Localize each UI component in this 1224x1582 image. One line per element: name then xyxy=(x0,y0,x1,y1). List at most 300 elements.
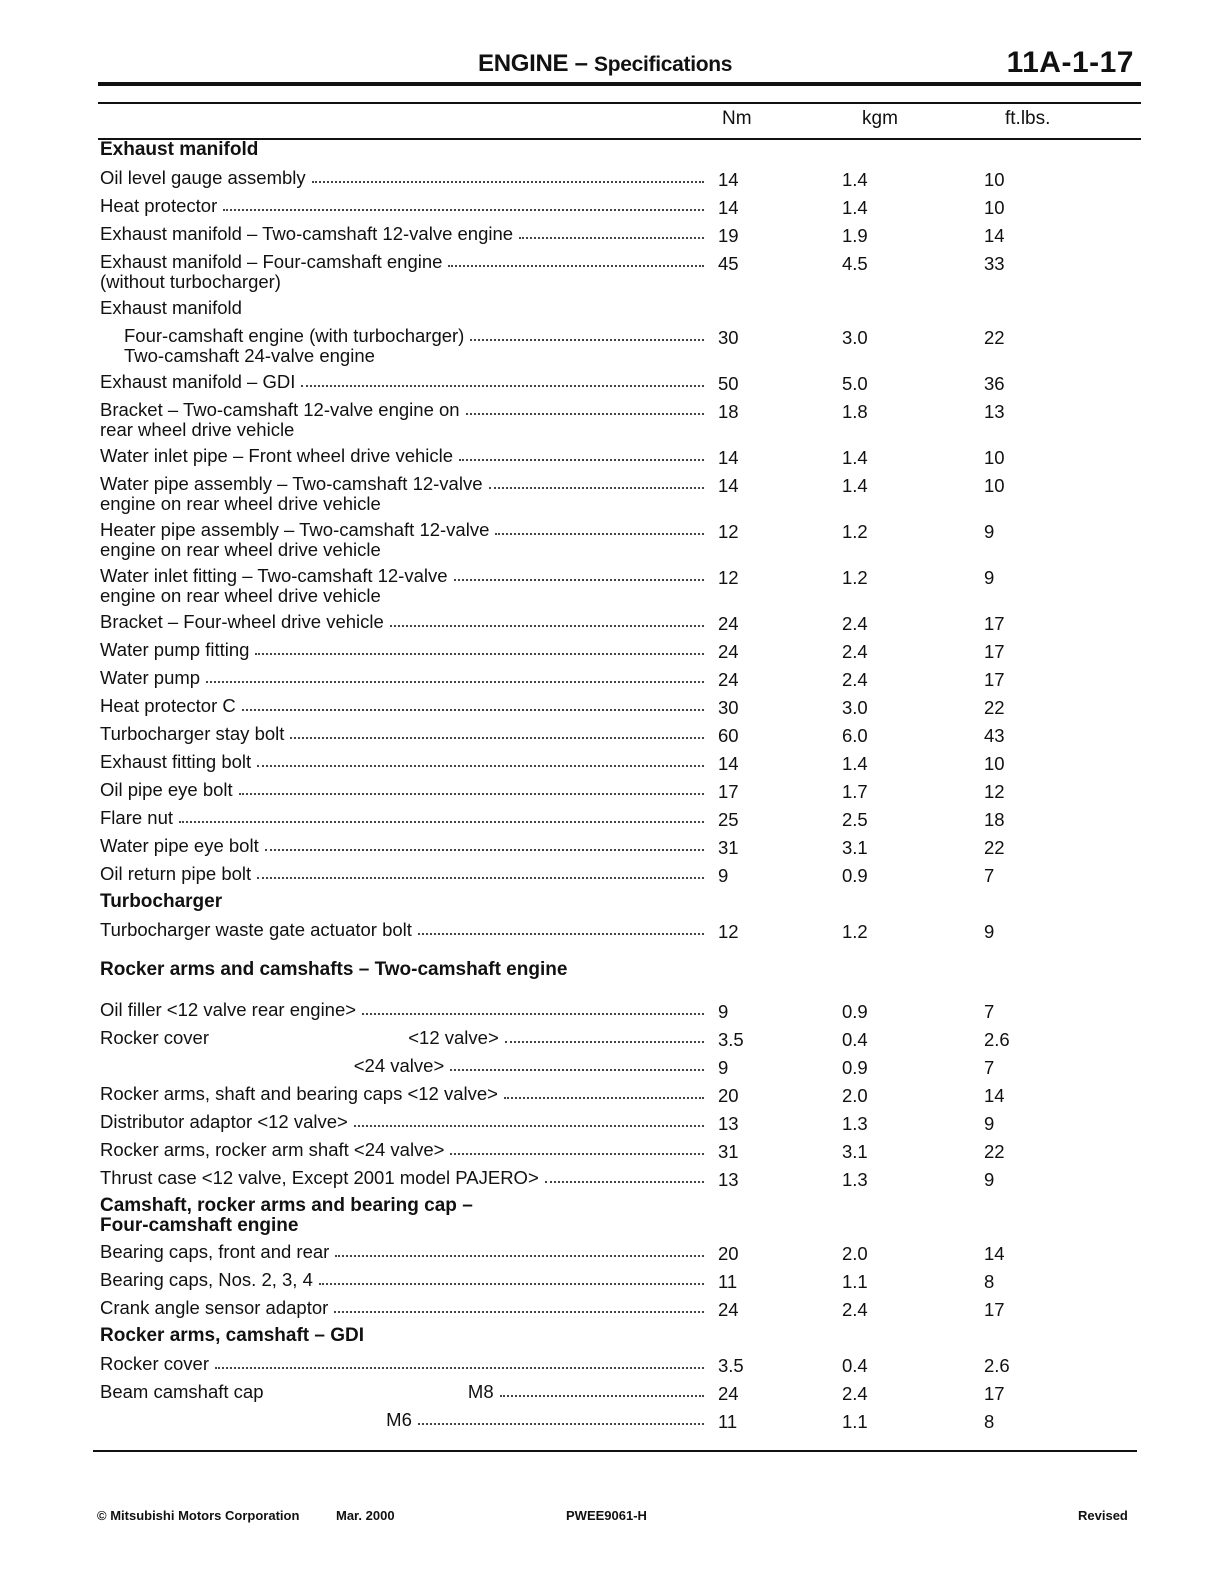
spec-label: Distributor adaptor <12 valve> xyxy=(100,1111,348,1132)
section-heading: Rocker arms, camshaft – GDI xyxy=(100,1325,365,1346)
value-kgm: 3.0 xyxy=(842,327,868,348)
value-nm: 19 xyxy=(718,225,739,246)
value-kgm: 1.2 xyxy=(842,567,868,588)
value-ftlbs: 12 xyxy=(984,781,1005,802)
value-kgm: 2.4 xyxy=(842,1299,868,1320)
value-nm: 13 xyxy=(718,1113,739,1134)
value-kgm xyxy=(842,1196,984,1242)
dot-leader xyxy=(257,877,704,879)
value-kgm xyxy=(842,892,984,920)
value-nm xyxy=(708,298,842,326)
title-main: ENGINE xyxy=(478,50,569,77)
spec-label-leader xyxy=(100,372,708,392)
header-rule-thick xyxy=(98,82,1141,86)
value-nm: 24 xyxy=(718,641,739,662)
spec-label-leader xyxy=(100,520,708,540)
spec-label: Oil filler <12 valve rear engine> xyxy=(100,999,357,1020)
spec-label: Rocker cover xyxy=(100,1027,209,1048)
value-kgm xyxy=(842,298,984,326)
value-ftlbs: 7 xyxy=(984,865,995,886)
value-kgm: 1.7 xyxy=(842,781,868,802)
spec-label: Exhaust manifold – Two-camshaft 12-valve engine xyxy=(100,223,514,244)
title-subtitle: Specifications xyxy=(594,53,733,76)
table-row xyxy=(100,372,1100,400)
table-row xyxy=(100,400,1100,446)
dot-leader xyxy=(242,709,704,711)
spec-description xyxy=(100,1196,708,1242)
spec-label: Exhaust fitting bolt xyxy=(100,751,252,772)
spec-label-leader xyxy=(100,808,708,828)
column-header-nm: Nm xyxy=(722,108,752,129)
table-row xyxy=(100,920,1100,960)
section-heading-row xyxy=(100,1196,1100,1242)
spec-label-leader xyxy=(124,326,708,346)
dot-leader xyxy=(545,1181,704,1183)
value-kgm xyxy=(842,140,984,168)
spec-label: Water pump fitting xyxy=(100,639,250,660)
value-nm: 20 xyxy=(718,1243,739,1264)
spec-description xyxy=(100,168,708,196)
value-kgm: 2.4 xyxy=(842,669,868,690)
spec-label-leader xyxy=(100,668,708,688)
value-ftlbs: 9 xyxy=(984,1169,995,1190)
value-ftlbs: 10 xyxy=(984,475,1005,496)
spec-description xyxy=(100,724,708,752)
dot-leader xyxy=(215,1367,704,1369)
spec-label-leader xyxy=(100,1354,708,1374)
dot-leader xyxy=(255,653,704,655)
value-nm: 25 xyxy=(718,809,739,830)
spec-description xyxy=(100,1242,708,1270)
spec-label: Oil return pipe bolt xyxy=(100,863,252,884)
spec-description xyxy=(100,520,708,566)
spec-description xyxy=(100,780,708,808)
value-ftlbs: 17 xyxy=(984,1299,1005,1320)
spec-label-continued: engine on rear wheel drive vehicle xyxy=(100,585,381,606)
spec-label: Oil pipe eye bolt xyxy=(100,779,233,800)
spec-label-leader xyxy=(100,1056,708,1076)
value-kgm: 3.0 xyxy=(842,697,868,718)
table-row xyxy=(100,224,1100,252)
spec-label-continued: (without turbocharger) xyxy=(100,271,281,292)
spec-label: Rocker cover xyxy=(100,1353,209,1374)
spec-label-leader xyxy=(100,1140,708,1160)
spec-description xyxy=(100,1382,708,1410)
spec-label-leader xyxy=(100,780,708,800)
value-ftlbs: 9 xyxy=(984,567,995,588)
value-kgm: 0.4 xyxy=(842,1355,868,1376)
dot-leader xyxy=(470,339,704,341)
spec-description xyxy=(100,1140,708,1168)
spec-label: Bracket – Four-wheel drive vehicle xyxy=(100,611,384,632)
section-heading-row xyxy=(100,960,1100,1000)
dot-leader xyxy=(335,1255,704,1257)
value-ftlbs: 10 xyxy=(984,197,1005,218)
value-kgm: 6.0 xyxy=(842,725,868,746)
table-row xyxy=(100,1382,1100,1410)
spec-label: Heat protector xyxy=(100,195,218,216)
value-nm xyxy=(708,892,842,920)
spec-label-leader xyxy=(100,696,708,716)
spec-description xyxy=(100,864,708,892)
value-kgm: 1.1 xyxy=(842,1271,868,1292)
spec-description xyxy=(100,1298,708,1326)
spec-label-leader xyxy=(100,446,708,466)
value-ftlbs: 17 xyxy=(984,669,1005,690)
table-row xyxy=(100,1112,1100,1140)
spec-label: Rocker arms, rocker arm shaft <24 valve> xyxy=(100,1139,445,1160)
value-nm: 9 xyxy=(718,865,729,886)
value-kgm: 0.9 xyxy=(842,1057,868,1078)
spec-label-leader xyxy=(100,752,708,772)
section-heading-row xyxy=(100,892,1100,920)
spec-description xyxy=(100,960,708,1000)
value-nm: 14 xyxy=(718,169,739,190)
value-nm: 14 xyxy=(718,753,739,774)
spec-description xyxy=(100,400,708,446)
value-ftlbs: 43 xyxy=(984,725,1005,746)
table-bottom-rule xyxy=(93,1450,1137,1452)
table-row xyxy=(100,1056,1100,1084)
section-heading-continued: Four-camshaft engine xyxy=(100,1215,299,1236)
value-kgm xyxy=(842,1326,984,1354)
spec-variant: M8 xyxy=(467,1381,494,1402)
value-ftlbs xyxy=(984,140,1100,168)
spec-variant: <24 valve> xyxy=(353,1055,445,1076)
dot-leader xyxy=(179,821,704,823)
spec-label: Bearing caps, front and rear xyxy=(100,1241,330,1262)
value-kgm: 3.1 xyxy=(842,1141,868,1162)
spec-label-continued: engine on rear wheel drive vehicle xyxy=(100,539,381,560)
spec-label-leader xyxy=(100,252,708,272)
table-row xyxy=(100,668,1100,696)
spec-description xyxy=(100,252,708,298)
spec-label-continued: Two-camshaft 24-valve engine xyxy=(124,345,375,366)
value-kgm: 2.4 xyxy=(842,613,868,634)
value-nm: 9 xyxy=(718,1057,729,1078)
value-nm: 31 xyxy=(718,1141,739,1162)
spec-description xyxy=(100,612,708,640)
spec-label-leader xyxy=(100,400,708,420)
value-kgm: 1.4 xyxy=(842,447,868,468)
spec-description xyxy=(100,1000,708,1028)
spec-label-continued: rear wheel drive vehicle xyxy=(100,419,295,440)
spec-label: Crank angle sensor adaptor xyxy=(100,1297,329,1318)
value-ftlbs: 9 xyxy=(984,921,995,942)
value-ftlbs: 10 xyxy=(984,447,1005,468)
footer-date: Mar. 2000 xyxy=(336,1508,395,1523)
value-kgm: 1.2 xyxy=(842,521,868,542)
dot-leader xyxy=(519,237,704,239)
table-row xyxy=(100,252,1100,298)
section-heading: Turbocharger xyxy=(100,891,223,912)
value-nm: 45 xyxy=(718,253,739,274)
dot-leader xyxy=(459,459,704,461)
value-nm: 30 xyxy=(718,697,739,718)
value-ftlbs: 14 xyxy=(984,225,1005,246)
dot-leader xyxy=(390,625,704,627)
spec-description xyxy=(100,1168,708,1196)
dot-leader xyxy=(418,933,704,935)
value-ftlbs: 22 xyxy=(984,327,1005,348)
value-nm: 24 xyxy=(718,1299,739,1320)
spec-variant: <12 valve> xyxy=(408,1027,499,1048)
spec-label: Bracket – Two-camshaft 12-valve engine on xyxy=(100,399,460,420)
value-nm: 17 xyxy=(718,781,739,802)
value-ftlbs xyxy=(984,892,1100,920)
spec-description xyxy=(100,1270,708,1298)
spec-label: Turbocharger stay bolt xyxy=(100,723,285,744)
table-row xyxy=(100,1168,1100,1196)
value-ftlbs: 17 xyxy=(984,613,1005,634)
section-heading: Rocker arms and camshafts – Two-camshaft engine xyxy=(100,959,568,980)
value-kgm: 2.0 xyxy=(842,1243,868,1264)
spec-description xyxy=(100,808,708,836)
value-nm: 18 xyxy=(718,401,739,422)
spec-label-leader xyxy=(100,1000,708,1020)
spec-variant: M6 xyxy=(386,1409,412,1430)
spec-description xyxy=(100,566,708,612)
table-row xyxy=(100,566,1100,612)
value-ftlbs: 8 xyxy=(984,1271,995,1292)
title-dash: – xyxy=(568,50,595,77)
spec-label: Oil level gauge assembly xyxy=(100,167,306,188)
value-kgm: 1.4 xyxy=(842,169,868,190)
spec-description xyxy=(100,892,708,920)
spec-description xyxy=(100,1112,708,1140)
spec-description xyxy=(100,1326,708,1354)
value-kgm: 1.4 xyxy=(842,475,868,496)
value-nm: 24 xyxy=(718,613,739,634)
value-ftlbs: 17 xyxy=(984,1383,1005,1404)
footer-copyright: © Mitsubishi Motors Corporation xyxy=(97,1508,300,1523)
value-ftlbs: 18 xyxy=(984,809,1005,830)
value-ftlbs: 13 xyxy=(984,401,1005,422)
spec-label-leader xyxy=(100,1112,708,1132)
table-row xyxy=(100,696,1100,724)
spec-label-leader xyxy=(100,836,708,856)
spec-label-leader xyxy=(100,566,708,586)
value-nm xyxy=(708,1326,842,1354)
spec-label: Bearing caps, Nos. 2, 3, 4 xyxy=(100,1269,313,1290)
dot-leader xyxy=(505,1041,704,1043)
footer-code: PWEE9061-H xyxy=(566,1508,647,1523)
value-kgm: 1.3 xyxy=(842,1113,868,1134)
dot-leader xyxy=(504,1097,704,1099)
value-ftlbs xyxy=(984,298,1100,326)
dot-leader xyxy=(500,1395,704,1397)
spec-label-leader xyxy=(100,1270,708,1290)
column-header-ftlbs: ft.lbs. xyxy=(1005,108,1051,129)
table-row xyxy=(100,1028,1100,1056)
spec-label: Exhaust manifold – GDI xyxy=(100,371,296,392)
table-row xyxy=(100,168,1100,196)
value-kgm: 0.4 xyxy=(842,1029,868,1050)
value-ftlbs: 7 xyxy=(984,1057,995,1078)
value-nm: 11 xyxy=(718,1271,738,1292)
dot-leader xyxy=(450,1153,704,1155)
value-nm xyxy=(708,140,842,168)
value-ftlbs: 9 xyxy=(984,521,995,542)
spec-description xyxy=(100,752,708,780)
spec-description xyxy=(100,696,708,724)
group-label: Exhaust manifold xyxy=(100,297,242,318)
spec-description xyxy=(100,1410,708,1438)
spec-label-leader xyxy=(100,1028,708,1048)
dot-leader xyxy=(312,181,704,183)
value-kgm: 2.0 xyxy=(842,1085,868,1106)
dot-leader xyxy=(265,849,704,851)
section-heading-row xyxy=(100,1326,1100,1354)
spec-description xyxy=(100,298,708,326)
dot-leader xyxy=(466,413,704,415)
table-row xyxy=(100,1140,1100,1168)
value-ftlbs: 7 xyxy=(984,1001,995,1022)
value-nm: 20 xyxy=(718,1085,739,1106)
value-nm xyxy=(708,960,842,1000)
value-kgm: 3.1 xyxy=(842,837,868,858)
table-row xyxy=(100,612,1100,640)
table-row xyxy=(100,520,1100,566)
value-nm: 31 xyxy=(718,837,739,858)
value-nm: 24 xyxy=(718,1383,739,1404)
value-nm: 11 xyxy=(718,1411,738,1432)
spec-label-leader xyxy=(100,1410,708,1430)
table-row xyxy=(100,298,1100,326)
spec-label-leader xyxy=(100,474,708,494)
spec-label: Water pump xyxy=(100,667,201,688)
value-ftlbs: 9 xyxy=(984,1113,995,1134)
spec-label-continued: engine on rear wheel drive vehicle xyxy=(100,493,381,514)
value-nm: 14 xyxy=(718,475,739,496)
value-kgm xyxy=(842,960,984,1000)
spec-label-leader xyxy=(100,1382,708,1402)
value-kgm: 1.4 xyxy=(842,197,868,218)
value-kgm: 4.5 xyxy=(842,253,868,274)
page-title xyxy=(478,50,732,78)
value-kgm: 1.9 xyxy=(842,225,868,246)
table-row xyxy=(100,1354,1100,1382)
table-row xyxy=(100,864,1100,892)
dot-leader xyxy=(454,579,704,581)
value-ftlbs: 22 xyxy=(984,837,1005,858)
dot-leader xyxy=(239,793,704,795)
dot-leader xyxy=(319,1283,704,1285)
value-kgm: 0.9 xyxy=(842,865,868,886)
dot-leader xyxy=(450,1069,704,1071)
table-row xyxy=(100,1298,1100,1326)
spec-description xyxy=(100,640,708,668)
value-kgm: 1.2 xyxy=(842,921,868,942)
value-nm: 24 xyxy=(718,669,739,690)
value-ftlbs: 14 xyxy=(984,1243,1005,1264)
spec-label: Rocker arms, shaft and bearing caps <12 valve> xyxy=(100,1083,498,1104)
spec-label: Heat protector C xyxy=(100,695,236,716)
spec-label: Water inlet fitting – Two-camshaft 12-valve xyxy=(100,565,448,586)
spec-description xyxy=(100,836,708,864)
value-ftlbs: 10 xyxy=(984,169,1005,190)
spec-description xyxy=(100,920,708,960)
value-kgm: 1.1 xyxy=(842,1411,868,1432)
table-row xyxy=(100,326,1100,372)
value-ftlbs: 10 xyxy=(984,753,1005,774)
value-nm: 14 xyxy=(718,197,739,218)
table-row xyxy=(100,474,1100,520)
dot-leader xyxy=(257,765,704,767)
table-row xyxy=(100,836,1100,864)
spec-label-leader xyxy=(100,864,708,884)
spec-label: Exhaust manifold – Four-camshaft engine xyxy=(100,251,443,272)
spec-description xyxy=(100,1028,708,1056)
section-heading: Exhaust manifold xyxy=(100,139,259,160)
value-ftlbs: 2.6 xyxy=(984,1029,1010,1050)
value-nm: 12 xyxy=(718,921,739,942)
dot-leader xyxy=(354,1125,704,1127)
page-number: 11A-1-17 xyxy=(1006,46,1134,79)
value-kgm: 1.8 xyxy=(842,401,868,422)
spec-label: Thrust case <12 valve, Except 2001 model PAJERO> xyxy=(100,1167,539,1188)
table-row xyxy=(100,1410,1100,1438)
table-row xyxy=(100,1000,1100,1028)
value-ftlbs: 8 xyxy=(984,1411,995,1432)
value-nm: 50 xyxy=(718,373,739,394)
value-nm xyxy=(708,1196,842,1242)
table-row xyxy=(100,196,1100,224)
value-ftlbs: 2.6 xyxy=(984,1355,1010,1376)
footer-status: Revised xyxy=(1078,1508,1128,1523)
value-nm: 12 xyxy=(718,567,739,588)
table-row xyxy=(100,724,1100,752)
spec-description xyxy=(100,372,708,400)
spec-label-leader xyxy=(100,168,708,188)
value-nm: 9 xyxy=(718,1001,729,1022)
spec-description xyxy=(100,474,708,520)
column-header-kgm: kgm xyxy=(862,108,898,129)
value-kgm: 0.9 xyxy=(842,1001,868,1022)
dot-leader xyxy=(334,1311,704,1313)
value-kgm: 2.5 xyxy=(842,809,868,830)
spec-label-leader xyxy=(100,196,708,216)
spec-label-leader xyxy=(100,1298,708,1318)
value-kgm: 1.4 xyxy=(842,753,868,774)
dot-leader xyxy=(489,487,705,489)
value-ftlbs: 14 xyxy=(984,1085,1005,1106)
spec-description xyxy=(100,1056,708,1084)
value-ftlbs xyxy=(984,1326,1100,1354)
spec-label: Water pipe eye bolt xyxy=(100,835,259,856)
spec-description xyxy=(100,224,708,252)
value-ftlbs xyxy=(984,960,1100,1000)
spec-label: Water pipe assembly – Two-camshaft 12-valve xyxy=(100,473,483,494)
spec-label-leader xyxy=(100,1084,708,1104)
value-ftlbs: 22 xyxy=(984,697,1005,718)
spec-description xyxy=(100,140,708,168)
value-nm: 3.5 xyxy=(718,1029,744,1050)
dot-leader xyxy=(362,1013,704,1015)
table-row xyxy=(100,640,1100,668)
value-ftlbs: 17 xyxy=(984,641,1005,662)
value-nm: 14 xyxy=(718,447,739,468)
value-kgm: 2.4 xyxy=(842,1383,868,1404)
table-row xyxy=(100,780,1100,808)
spec-label: Flare nut xyxy=(100,807,174,828)
section-heading-row xyxy=(100,140,1100,168)
spec-description xyxy=(100,1084,708,1112)
dot-leader xyxy=(448,265,704,267)
spec-label-leader xyxy=(100,224,708,244)
dot-leader xyxy=(223,209,704,211)
value-kgm: 2.4 xyxy=(842,641,868,662)
